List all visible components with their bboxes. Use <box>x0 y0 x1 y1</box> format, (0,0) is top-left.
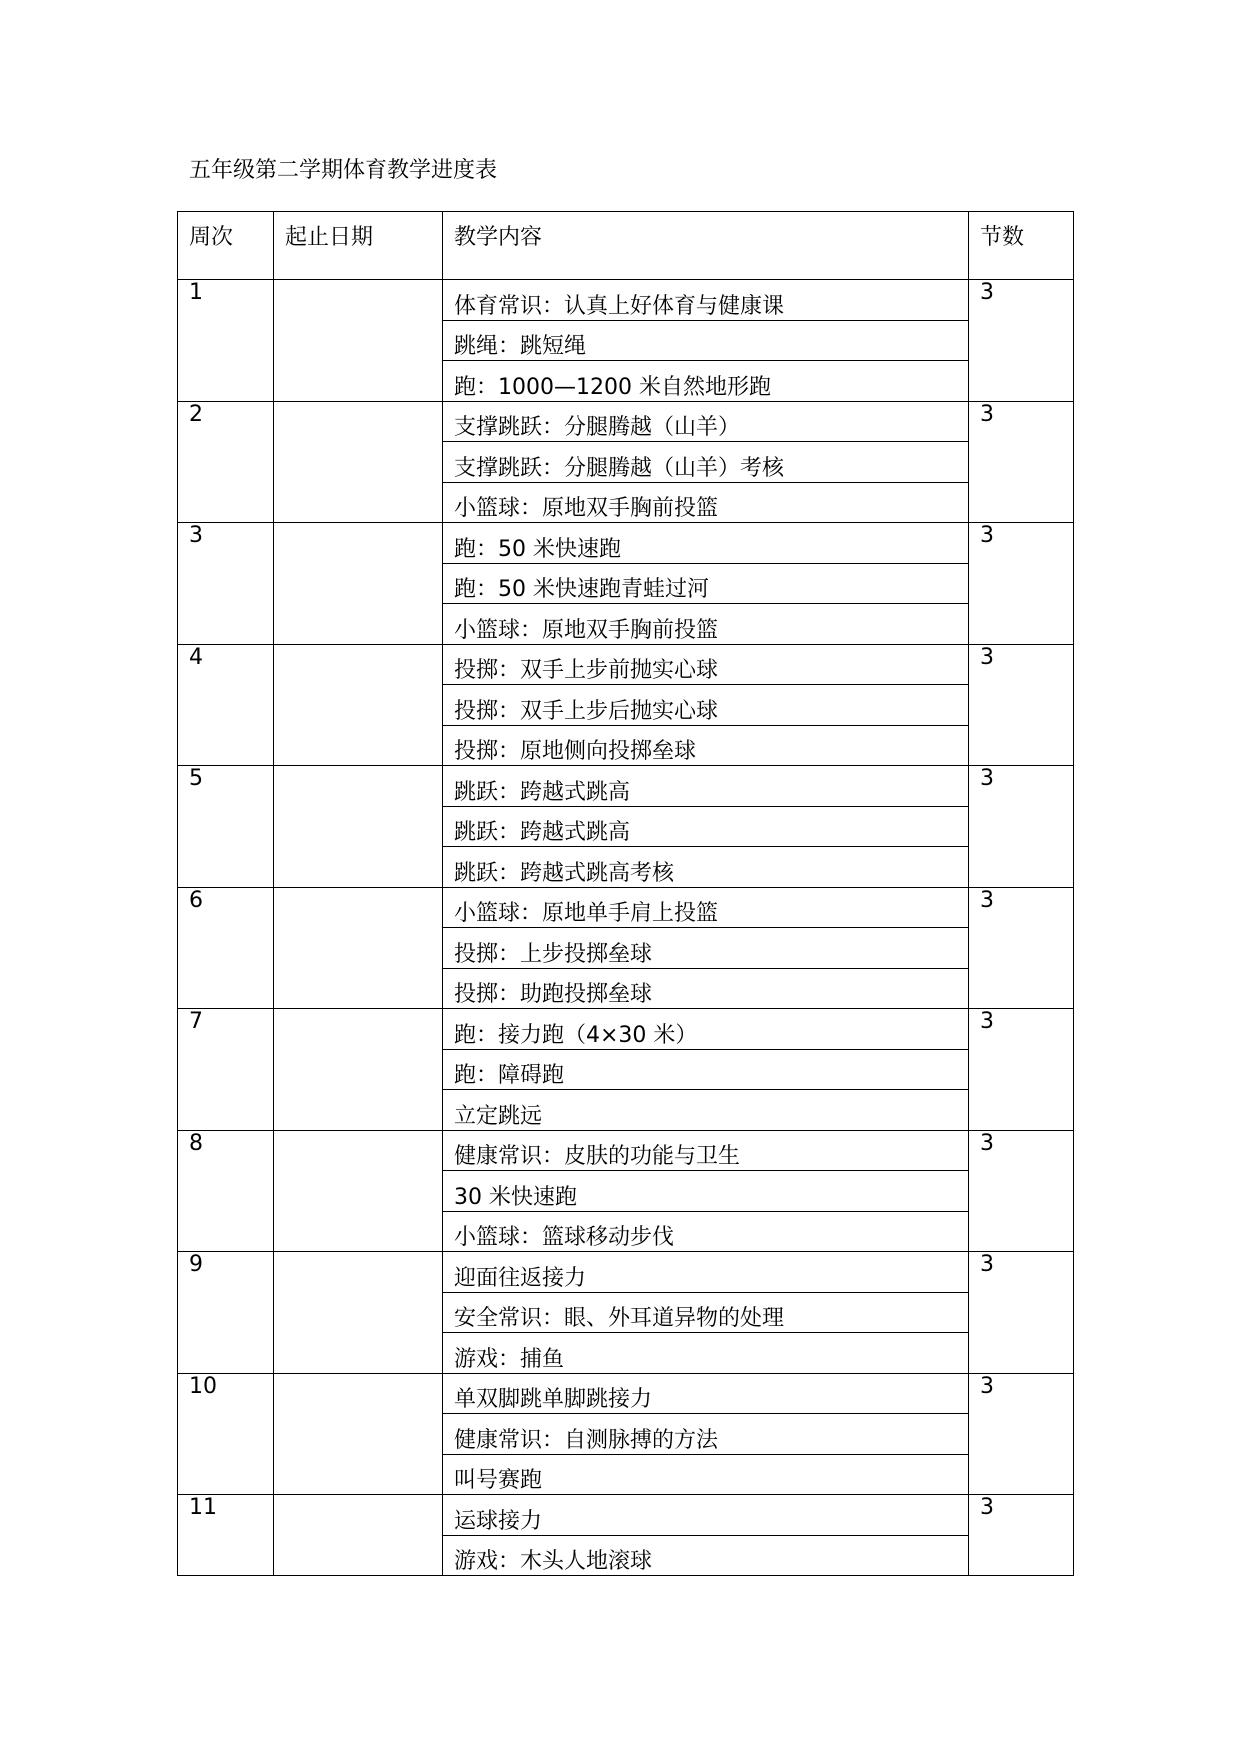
lesson-content-cell: 跑：障碍跑 <box>443 1049 969 1090</box>
date-range-cell <box>274 766 443 888</box>
period-count-cell: 3 <box>969 1009 1074 1131</box>
lesson-content-cell: 游戏：捕鱼 <box>443 1333 969 1374</box>
lesson-content-cell: 投掷：双手上步后抛实心球 <box>443 685 969 726</box>
period-count-cell: 3 <box>969 644 1074 766</box>
week-number-cell: 2 <box>178 401 274 523</box>
period-count-cell: 3 <box>969 887 1074 1009</box>
date-range-cell <box>274 1009 443 1131</box>
week-number-cell: 8 <box>178 1130 274 1252</box>
table-row <box>178 1130 1074 1171</box>
period-count-cell: 3 <box>969 401 1074 523</box>
period-count-cell: 3 <box>969 1130 1074 1252</box>
week-number-cell: 7 <box>178 1009 274 1131</box>
lesson-content-cell: 健康常识：皮肤的功能与卫生 <box>443 1130 969 1171</box>
period-count-cell: 3 <box>969 766 1074 888</box>
header-dates: 起止日期 <box>274 212 443 280</box>
date-range-cell <box>274 1495 443 1576</box>
week-number-cell: 1 <box>178 280 274 402</box>
table-row <box>178 1252 1074 1293</box>
period-count-cell: 3 <box>969 280 1074 402</box>
lesson-content-cell: 投掷：助跑投掷垒球 <box>443 968 969 1009</box>
table-row <box>178 887 1074 928</box>
table-row <box>178 1373 1074 1414</box>
date-range-cell <box>274 1130 443 1252</box>
date-range-cell <box>274 401 443 523</box>
header-week: 周次 <box>178 212 274 280</box>
teaching-schedule-table <box>177 211 1074 1576</box>
period-count-cell: 3 <box>969 1495 1074 1576</box>
week-number-cell: 11 <box>178 1495 274 1576</box>
week-number-cell: 9 <box>178 1252 274 1374</box>
lesson-content-cell: 小篮球：原地单手肩上投篮 <box>443 887 969 928</box>
lesson-content-cell: 投掷：原地侧向投掷垒球 <box>443 725 969 766</box>
lesson-content-cell: 投掷：双手上步前抛实心球 <box>443 644 969 685</box>
lesson-content-cell: 跳跃：跨越式跳高考核 <box>443 847 969 888</box>
week-number-cell: 3 <box>178 523 274 645</box>
table-row <box>178 401 1074 442</box>
date-range-cell <box>274 887 443 1009</box>
lesson-content-cell: 小篮球：原地双手胸前投篮 <box>443 604 969 645</box>
lesson-content-cell: 跑：1000—1200 米自然地形跑 <box>443 361 969 402</box>
period-count-cell: 3 <box>969 1373 1074 1495</box>
lesson-content-cell: 安全常识：眼、外耳道异物的处理 <box>443 1292 969 1333</box>
lesson-content-cell: 小篮球：原地双手胸前投篮 <box>443 482 969 523</box>
table-row <box>178 1495 1074 1536</box>
date-range-cell <box>274 523 443 645</box>
document-title: 五年级第二学期体育教学进度表 <box>189 158 498 183</box>
lesson-content-cell: 迎面往返接力 <box>443 1252 969 1293</box>
lesson-content-cell: 跳跃：跨越式跳高 <box>443 806 969 847</box>
table-body <box>178 280 1074 1576</box>
lesson-content-cell: 单双脚跳单脚跳接力 <box>443 1373 969 1414</box>
lesson-content-cell: 跑：50 米快速跑青蛙过河 <box>443 563 969 604</box>
period-count-cell: 3 <box>969 1252 1074 1374</box>
period-count-cell: 3 <box>969 523 1074 645</box>
lesson-content-cell: 30 米快速跑 <box>443 1171 969 1212</box>
lesson-content-cell: 跳跃：跨越式跳高 <box>443 766 969 807</box>
lesson-content-cell: 投掷：上步投掷垒球 <box>443 928 969 969</box>
lesson-content-cell: 健康常识：自测脉搏的方法 <box>443 1414 969 1455</box>
table-row <box>178 1009 1074 1050</box>
lesson-content-cell: 游戏：木头人地滚球 <box>443 1535 969 1576</box>
week-number-cell: 4 <box>178 644 274 766</box>
week-number-cell: 10 <box>178 1373 274 1495</box>
lesson-content-cell: 支撑跳跃：分腿腾越（山羊） <box>443 401 969 442</box>
table-row <box>178 523 1074 564</box>
date-range-cell <box>274 1373 443 1495</box>
lesson-content-cell: 支撑跳跃：分腿腾越（山羊）考核 <box>443 442 969 483</box>
lesson-content-cell: 体育常识：认真上好体育与健康课 <box>443 280 969 321</box>
lesson-content-cell: 小篮球：篮球移动步伐 <box>443 1211 969 1252</box>
lesson-content-cell: 跑：接力跑（4×30 米） <box>443 1009 969 1050</box>
lesson-content-cell: 叫号赛跑 <box>443 1454 969 1495</box>
header-periods: 节数 <box>969 212 1074 280</box>
table-header-row <box>178 212 1074 280</box>
header-content: 教学内容 <box>443 212 969 280</box>
lesson-content-cell: 立定跳远 <box>443 1090 969 1131</box>
table-row <box>178 766 1074 807</box>
date-range-cell <box>274 644 443 766</box>
lesson-content-cell: 跳绳：跳短绳 <box>443 320 969 361</box>
lesson-content-cell: 运球接力 <box>443 1495 969 1536</box>
week-number-cell: 6 <box>178 887 274 1009</box>
date-range-cell <box>274 280 443 402</box>
table-row <box>178 644 1074 685</box>
lesson-content-cell: 跑：50 米快速跑 <box>443 523 969 564</box>
week-number-cell: 5 <box>178 766 274 888</box>
table-row <box>178 280 1074 321</box>
date-range-cell <box>274 1252 443 1374</box>
